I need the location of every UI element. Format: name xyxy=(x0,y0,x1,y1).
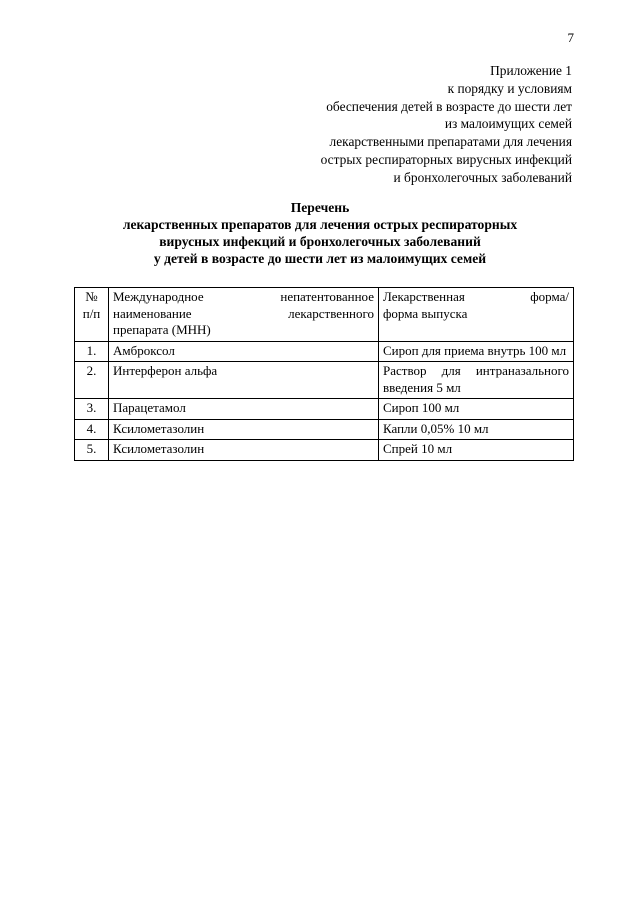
row-drug-name: Ксилометазолин xyxy=(109,440,379,461)
row-drug-form: Сироп для приема внутрь 100 мл xyxy=(379,341,574,362)
page-number: 7 xyxy=(567,30,574,45)
header-form-cell xyxy=(379,288,574,342)
header-number-cell xyxy=(75,288,109,342)
row-drug-name: Интерферон альфа xyxy=(109,362,379,399)
row-number: 2. xyxy=(75,362,109,399)
row-drug-name: Ксилометазолин xyxy=(109,419,379,440)
table-row xyxy=(75,362,574,399)
table-header-row xyxy=(75,288,574,342)
appendix-header xyxy=(321,62,572,187)
row-drug-name: Амброксол xyxy=(109,341,379,362)
medications-table xyxy=(74,287,574,461)
title-line: у детей в возрасте до шести лет из малоимущих семей xyxy=(153,251,487,266)
appendix-line: Приложение 1 xyxy=(490,63,572,78)
row-number: 3. xyxy=(75,399,109,420)
appendix-line: из малоимущих семей xyxy=(444,116,572,132)
appendix-line: острых респираторных вирусных инфекций xyxy=(320,151,572,167)
header-name-word: наименование xyxy=(113,305,192,321)
header-form-word: форма/ xyxy=(530,289,569,304)
table-row xyxy=(75,419,574,440)
appendix-line: к порядку и условиям xyxy=(447,80,572,96)
appendix-line: лекарственными препаратами для лечения xyxy=(329,134,572,150)
title-line: лекарственных препаратов для лечения острых респираторных xyxy=(122,217,518,232)
row-drug-form: Раствор для интраназального введения 5 мл xyxy=(379,362,574,399)
row-drug-form: Капли 0,05% 10 мл xyxy=(379,419,574,440)
header-name-cell xyxy=(109,288,379,342)
header-number-line: п/п xyxy=(82,305,101,321)
appendix-line: обеспечения детей в возрасте до шести лет xyxy=(326,98,572,114)
header-name-line: препарата (МНН) xyxy=(113,322,211,337)
title-heading: Перечень xyxy=(290,200,350,215)
row-number: 4. xyxy=(75,419,109,440)
row-number: 5. xyxy=(75,440,109,461)
appendix-line: и бронхолегочных заболеваний xyxy=(393,169,572,185)
header-number-line: № xyxy=(85,289,98,304)
table-row xyxy=(75,440,574,461)
header-form-line xyxy=(383,289,569,306)
row-drug-name: Парацетамол xyxy=(109,399,379,420)
header-form-word: Лекарственная xyxy=(383,289,465,304)
row-number: 1. xyxy=(75,341,109,362)
table-row xyxy=(75,399,574,420)
row-drug-form: Спрей 10 мл xyxy=(379,440,574,461)
title-line: вирусных инфекций и бронхолегочных заболеваний xyxy=(159,234,481,249)
header-name-word: лекарственного xyxy=(288,305,374,321)
header-name-word: Международное xyxy=(113,289,204,304)
row-drug-form: Сироп 100 мл xyxy=(379,399,574,420)
header-name-line xyxy=(113,289,374,306)
header-name-word: непатентованное xyxy=(280,289,374,304)
document-title xyxy=(0,199,640,267)
header-name-line xyxy=(113,306,374,323)
header-form-line: форма выпуска xyxy=(383,305,468,321)
table-row xyxy=(75,341,574,362)
